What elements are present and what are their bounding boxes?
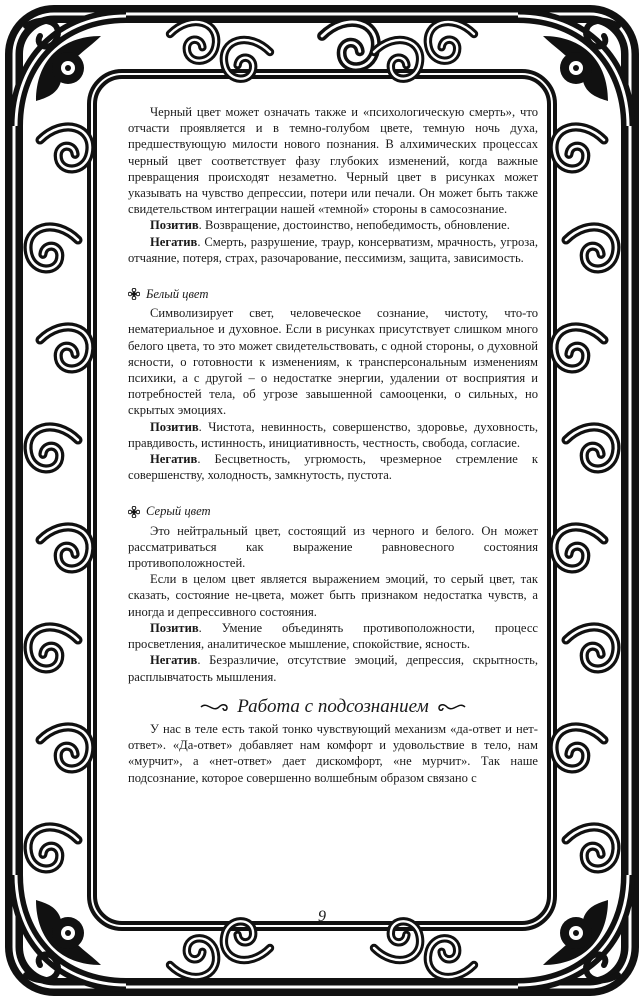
page-body [128, 104, 538, 786]
negative-text: . Смерть, разрушение, траур, консерватизм, мрачность, угроза, отчаяние, потеря, страх, разочарование, пессимизм, защита, зависимость. [128, 234, 538, 265]
gray-paragraph-1: Это нейтральный цвет, состоящий из черного и белого. Он может рассматриваться как выражение равновесного состояния противоположностей. [128, 523, 538, 571]
positive-text: . Умение объединять противоположности, процесс просветления, аналитическое мышление, спокойствие, ясность. [128, 620, 538, 652]
white-paragraph: Символизирует свет, человеческое сознание, чистоту, что-то нематериальное и духовное. Если в рисунках присутствует слишком много белого цвета, то это может свидетельствовать, с одной стороны, о духовной ясности, о готовности к изменениям, к трансперсональным изменениям психики, а с другой – о недостатке энергии, удалении от восприятия и потребностей тела, об угрозе завышенной самооценки, о сильных, но скрытых эмоциях. [128, 306, 538, 418]
flower-ornament-icon [128, 288, 140, 300]
swirl-ornament-icon [437, 701, 467, 713]
section-title-text: Работа с подсознанием [237, 695, 429, 717]
gray-heading-text: Серый цвет [146, 504, 211, 519]
negative-label: Негатив [150, 234, 198, 249]
negative-label: Негатив [150, 653, 198, 668]
swirl-ornament-icon [199, 701, 229, 713]
section-paragraph: У нас в теле есть такой тонко чувствующий механизм «да-ответ и нет-ответ». «Да-ответ» добавляет нам комфорт и удовольствие в тело, нам «мурчит», а «нет-ответ» дает дискомфорт, «не мурчит». Так наше подсознание, которое совершенно волшебным образом связано с [128, 721, 538, 785]
positive-text: . Возвращение, достоинство, непобедимость, обновление. [198, 218, 510, 233]
negative-text: . Бесцветность, угрюмость, чрезмерное стремление к совершенству, холодность, замкнутость, пустота. [128, 452, 538, 483]
page-number: 9 [318, 908, 326, 925]
positive-text: . Чистота, невинность, совершенство, здоровье, духовность, правдивость, истинность, инициативность, честность, свобода, согласие. [128, 419, 538, 450]
black-paragraph: Черный цвет может означать также и «психологическую смерть», что отчасти проявляется и в темно-голубом цвете, темную ночь духа, предшествующую милости нового познания. В алхимических процессах черный цвет соответствует фазу глубоких изменений, когда важные превращения происходят незаметно. Черный цвет в рисунках может указывать на чувство депрессии, потери или печали. Он может быть также свидетельством интеграции нашей «темной» стороны в самосознание. [128, 105, 538, 217]
positive-label: Позитив [150, 620, 199, 635]
black-positive [128, 217, 538, 233]
gray-negative [128, 652, 538, 684]
gray-positive [128, 620, 538, 652]
white-heading-text: Белый цвет [146, 287, 209, 302]
black-negative [128, 234, 538, 266]
gray-heading [128, 503, 538, 519]
negative-label: Негатив [150, 452, 198, 467]
negative-text: . Безразличие, отсутствие эмоций, депрессия, скрытность, расплывчатость мышления. [128, 653, 538, 684]
positive-label: Позитив [150, 419, 199, 434]
flower-ornament-icon [128, 506, 140, 518]
positive-label: Позитив [150, 218, 199, 233]
white-heading [128, 286, 538, 302]
gray-paragraph-2: Если в целом цвет является выражением эмоций, то серый цвет, так сказать, состояние не-цвета, может быть признаком недостатка чувств, а иногда и депрессивного состояния. [128, 572, 538, 619]
section-title [128, 695, 538, 717]
white-positive [128, 419, 538, 451]
white-negative [128, 451, 538, 483]
